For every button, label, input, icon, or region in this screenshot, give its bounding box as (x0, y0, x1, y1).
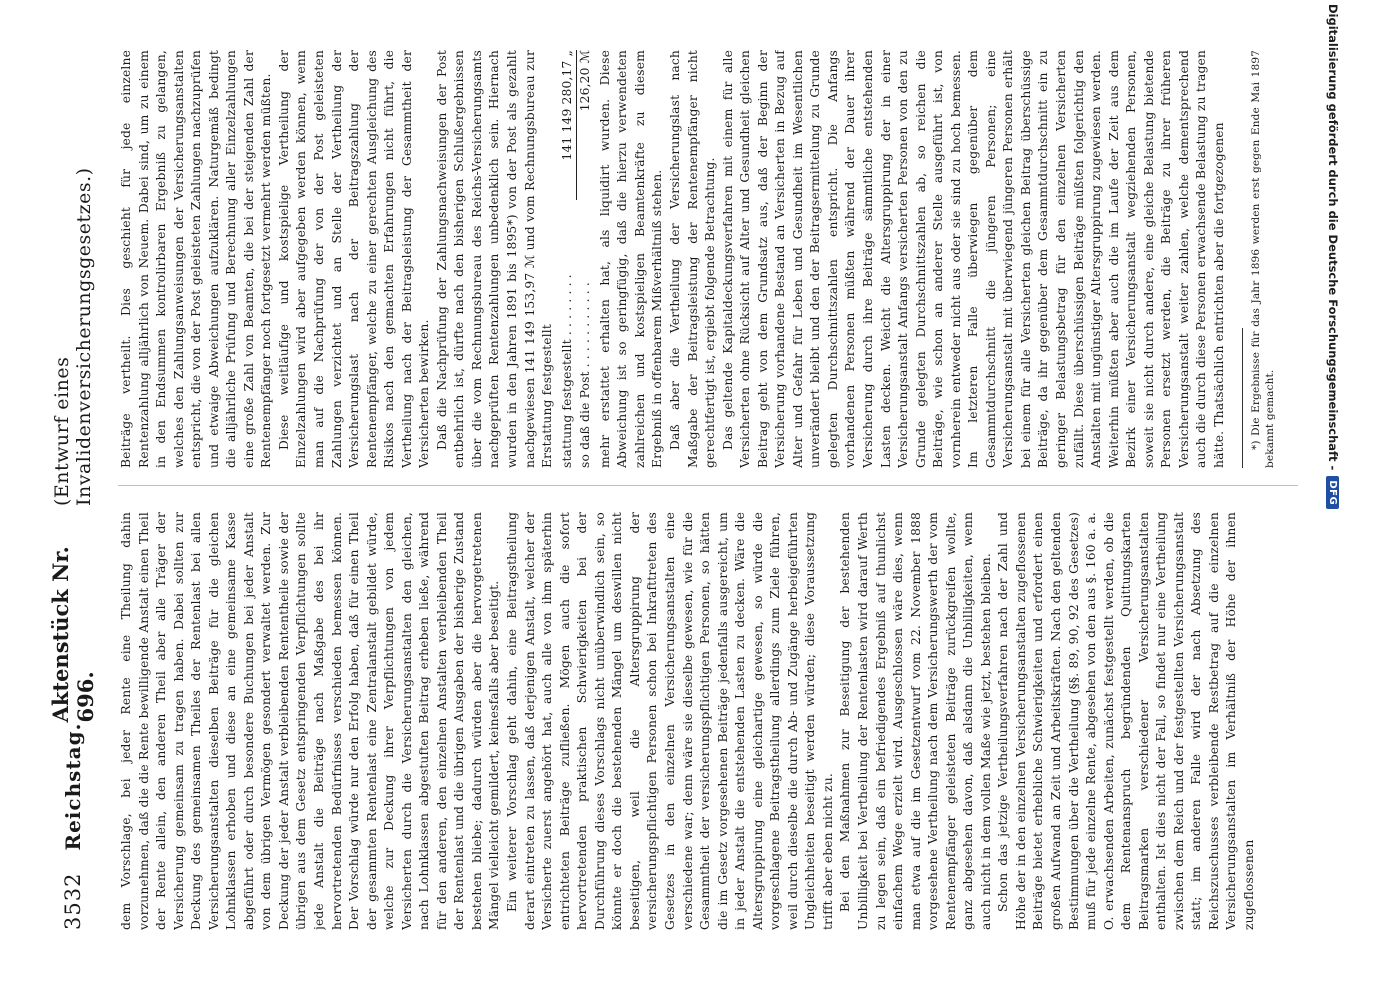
header-document-number: Aktenstück Nr. 696. (48, 546, 98, 723)
right-column (118, 50, 1318, 468)
paragraph: Beiträge vertheilt. Dies geschieht für jede einzelne Rentenzahlung alljährlich von Neuem. Dabei sind, um zu einem in den Endsummen kontrolirbaren Ergebniß zu gelangen, welches den Zahlungsanweisungen der Versicherungsanstalten entspricht, die von der Post geleisteten Zahlungen nachzuprüfen und etwaige Abweichungen aufzuklären. Naturgemäß bedingt die alljährliche Prüfung und Berechnung aller Einzelzahlungen eine große Zahl von Beamten, die bei der steigenden Zahl der Rentenempfänger noch fortgesetzt vermehrt werden müßten. (119, 50, 274, 468)
calculation-amount: 126,20 ℳ (578, 50, 593, 112)
page-header (48, 50, 98, 930)
dfg-logo-icon: DFG (1327, 476, 1340, 509)
digitization-text: Digitalisierung gefördert durch die Deutsche Forschungsgemeinschaft - (1326, 4, 1340, 471)
calculation-amount: 141 149 280,17 „ (559, 50, 578, 200)
calculation-row (559, 50, 578, 468)
paragraph: Daß aber die Vertheilung der Versicherungslast nach Maßgabe der Beitragsleistung der Rentenempfänger nicht gerechtfertigt ist, ergiebt folgende Betrachtung. (667, 50, 718, 468)
paragraph: Das geltende Kapitaldeckungsverfahren mit einem für alle Versicherten ohne Rücksicht auf Alter und Gesundheit gleichen Beitrag geht von dem Grundsatz aus, daß der Beginn der Versicherung vorhandene Bestand an Versicherten in Bezug auf Alter und Gefahr für Leben und Gesundheit im Wesentlichen unverändert bleibt und den der Beitragsermittelung zu Grunde gelegten Durchschnittszahlen entspricht. Die Anfangs vorhandenen Personen müßten während der Dauer ihrer Versicherung durch ihre Beiträge sämmtliche entstehenden Lasten decken. Weicht die Altersgruppirung der in einer Versicherungsanstalt Anfangs versicherten Personen von den zu Grunde gelegten Durchschnittszahlen ab, so reichen die Beiträge, wie schon an anderer Stelle ausgeführt ist, von vornherein entweder nicht aus oder sie sind zu hoch bemessen. Im letzteren Falle überwiegen gegenüber dem Gesammtdurchschnitt die jüngeren Personen; eine Versicherungsanstalt mit überwiegend jüngeren Personen erhält bei einem für alle Versicherten gleichen Beitrag überschüssige Beiträge, da ihr gegenüber dem Gesammtdurchschnitt ein zu geringer Belastungsbetrag für den einzelnen Versicherten zufällt. Diese überschüssigen Beiträge müßten folgerichtig den Anstalten mit ungünstiger Altersgruppirung zugewiesen werden. Weiterhin müßten aber auch die im Laufe der Zeit aus dem Bezirk einer Versicherungsanstalt wegziehenden Personen, soweit sie nicht durch andere, eine gleiche Belastung bietende Personen ersetzt werden, die Beiträge zu ihrer früheren Versicherungsanstalt weiter zahlen, welche dementsprechend auch die durch diese Personen erwachsende Belastung zu tragen hätte. Thatsächlich entrichten aber die fortgezogenen (720, 50, 1226, 468)
paragraph: dem Vorschlage, bei jeder Rente eine Theilung dahin vorzunehmen, daß die die Rente bewilligende Anstalt einen Theil der Rente allein, den anderen Theil aber alle Träger der Versicherung gemeinsam zu tragen haben. Dabei sollten zur Deckung des gemeinsamen Theiles der Rentenlast bei allen Versicherungsanstalten dieselben Beiträge für die gleichen Lohnklassen erhoben und diese an eine gemeinsame Kasse abgeführt oder durch besondere Buchungen bei jeder Anstalt von dem übrigen Vermögen gesondert verwaltet werden. Zur Deckung der jeder Anstalt verbleibenden Rententheile sowie der übrigen aus dem Gesetz entspringenden Verpflichtungen sollte jede Anstalt die Beiträge nach Maßgabe des bei ihr hervortretenden Bedürfnisses verschieden bemessen können. Der Vorschlag würde nur den Erfolg haben, daß für einen Theil der gesammten Rentenlast eine Zentralanstalt gebildet würde, welche zur Deckung ihrer Verpflichtungen von jedem Versicherten durch die Versicherungsanstalten den gleichen, nach Lohnklassen abgestuften Beitrag erheben ließe, während für den anderen, den einzelnen Anstalten verbleibenden Theil der Rentenlast und die übrigen Ausgaben der bisherige Zustand bestehen bliebe; dadurch würden aber die hervorgetretenen Mängel vielleicht gemildert, keinesfalls aber beseitigt. (119, 512, 502, 930)
paragraph: Diese weitläufige und kostspielige Vertheilung der Einzelzahlungen wird aber aufgegeben werden können, wenn man auf die Nachprüfung der von der Post geleisteten Zahlungen verzichtet und an Stelle der Vertheilung der Versicherungslast nach der Beitragszahlung der Rentenempfänger, welche zu einer gerechten Ausgleichung des Risikos nach den gemachten Erfahrungen nicht führt, die Vertheilung nach der Beitragsleistung der Gesammtheit der Versicherten bewirken. (276, 50, 432, 468)
header-reichstag: Reichstag. (61, 722, 85, 851)
column-divider (118, 485, 1298, 486)
header-document-title: (Entwurf eines Invalidenversicherungsgesetzes.) (51, 167, 95, 507)
footnote: *) Die Ergebnisse für das Jahr 1896 werden erst gegen Ende Mai 1897 bekannt gemacht. (1250, 50, 1277, 468)
paragraph: Daß die Nachprüfung der Zahlungsnachweisungen der Post entbehrlich ist, dürfte nach den bisherigen Schlußergebnissen über die vom Rechnungsbureau des Reichs-Versicherungsamts nachgeprüften Rentenzahlungen unbedenklich sein. Hiernach wurden in den Jahren 1891 bis 1895*) von der Post als gezahlt nachgewiesen 141 149 153,97 ℳ und vom Rechnungsbureau zur Erstattung festgestellt (434, 50, 555, 468)
calculation-label: stattung festgestellt . . . . . . . . (559, 274, 574, 468)
calculation-table (559, 50, 595, 468)
digitization-note (1321, 4, 1345, 1004)
footnote-rule (1242, 328, 1243, 468)
calculation-row (577, 50, 595, 468)
left-column (118, 512, 1318, 930)
page-number: 3532 (61, 872, 85, 930)
paragraph: Bei den Maßnahmen zur Beseitigung der bestehenden Unbilligkeit bei Vertheilung der Rentenlasten wird darauf Werth zu legen sein, daß ein befriedigendes Ergebniß auf thunlichst einfachem Wege erzielt wird. Ausgeschlossen wäre dies, wenn man etwa auf die im Gesetzentwurf vom 22. November 1888 vorgesehene Vertheilung nach dem Versicherungswerth der vom Rentenempfänger geleisteten Beiträge zurückgreifen wollte, ganz abgesehen davon, daß alsdann die Unbilligkeiten, wenn auch nicht in dem vollen Maße wie jetzt, bestehen bleiben. (838, 512, 993, 930)
paragraph: Schon das jetzige Vertheilungsverfahren nach der Zahl und Höhe der in den einzelnen Versicherungsanstalten zugeflossenen Beiträge bietet erhebliche Schwierigkeiten und erfordert einen großen Aufwand an Zeit und Arbeitskräften. Nach den geltenden Bestimmungen über die Vertheilung (§§. 89, 90, 92 des Gesetzes) muß für jede einzelne Rente, abgesehen von den aus §. 160 a. a. O. erwachsenden Arbeiten, zunächst festgestellt werden, ob die dem Rentenanspruch begründenden Quittungskarten Beitragsmarken verschiedener Versicherungsanstalten enthalten. Ist dies nicht der Fall, so findet nur eine Vertheilung zwischen dem Reich und der festgestellten Versicherungsanstalt statt; im anderen Falle wird der nach Absetzung des Reichszuschusses verbleibende Restbetrag auf die einzelnen Versicherungsanstalten im Verhältniß der Höhe der ihnen zugeflossenen (996, 512, 1256, 930)
calculation-label: so daß die Post . . . . . . . . . . . (578, 282, 593, 468)
paragraph: mehr erstattet erhalten hat, als liquidirt wurden. Diese Abweichung ist so geringfügig, daß die hierzu verwendeten zahlreichen und kostspieligen Beamtenkräfte zu diesem Ergebniß in offenbarem Mißverhältniß stehen. (597, 50, 665, 468)
paragraph: Ein weiterer Vorschlag geht dahin, eine Beitragstheilung derart eintreten zu lassen, daß derjenigen Anstalt, welcher der Versicherte zuerst angehört hat, auch alle von ihm späterhin entrichteten Beiträge zufließen. Mögen auch die sofort hervortretenden praktischen Schwierigkeiten bei der Durchführung dieses Vorschlags nicht unüberwindlich sein, so könnte er doch die bestehenden Mängel um deswillen nicht beseitigen, weil die Altersgruppirung der versicherungspflichtigen Personen schon bei Inkrafttreten des Gesetzes in den einzelnen Versicherungsanstalten eine verschiedene war; denn wäre sie dieselbe gewesen, wie für die Gesammtheit der versicherungspflichtigen Personen, so hätten die im Gesetz vorgesehenen Beiträge jedenfalls ausgereicht, um in jeder Anstalt die entstehenden Lasten zu decken. Wäre die Altersgruppirung eine gleichartige gewesen, so würde die vorgeschlagene Beitragstheilung allerdings zum Ziele führen, weil durch dieselbe die durch Ab- und Zugänge herbeigeführten Ungleichheiten beseitigt werden würden; diese Voraussetzung trifft aber eben nicht zu. (505, 512, 835, 930)
